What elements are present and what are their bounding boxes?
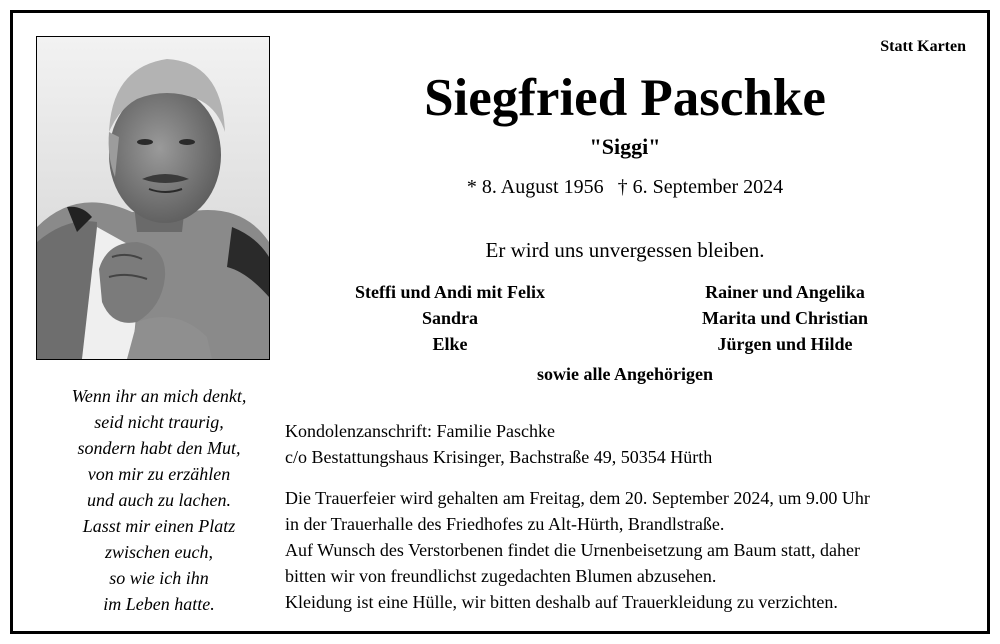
- ceremony-line: Auf Wunsch des Verstorbenen findet die Urnenbeisetzung am Baum statt, daher: [285, 540, 860, 560]
- motto: Er wird uns unvergessen bleiben.: [485, 238, 765, 262]
- poem-line: seid nicht traurig,: [94, 412, 224, 432]
- condolence-line: c/o Bestattungshaus Krisinger, Bachstraße 49, 50354 Hürth: [285, 447, 713, 467]
- poem-line: Lasst mir einen Platz: [82, 516, 236, 536]
- poem-line: zwischen euch,: [105, 542, 213, 562]
- condolence-address: [285, 418, 975, 470]
- poem-line: von mir zu erzählen: [87, 464, 231, 484]
- mourner-entry: Steffi und Andi mit Felix: [354, 282, 546, 302]
- mourner-entry: Sandra: [421, 308, 479, 328]
- deceased-nickname: "Siggi": [589, 134, 661, 159]
- birth-date: * 8. August 1956: [466, 176, 604, 198]
- ceremony-line: Die Trauerfeier wird gehalten am Freitag, dem 20. September 2024, um 9.00 Uhr: [285, 488, 870, 508]
- poem-line: sondern habt den Mut,: [77, 438, 241, 458]
- mourner-entry: Rainer und Angelika: [705, 282, 865, 302]
- portrait-photo: [36, 36, 270, 360]
- poem: [28, 383, 290, 617]
- ceremony-info: [285, 485, 975, 615]
- poem-line: im Leben hatte.: [103, 594, 215, 614]
- condolence-line: Kondolenzanschrift: Familie Paschke: [285, 421, 555, 441]
- mourners-right: [640, 279, 930, 357]
- ceremony-line: bitten wir von freundlichst zugedachten Blumen abzusehen.: [285, 566, 717, 586]
- poem-line: Wenn ihr an mich denkt,: [71, 386, 247, 406]
- mourner-entry: Marita und Christian: [701, 308, 869, 328]
- other-relatives: sowie alle Angehörigen: [537, 364, 713, 384]
- poem-line: und auch zu lachen.: [87, 490, 231, 510]
- statt-karten-note: Statt Karten: [880, 38, 966, 55]
- death-date: † 6. September 2024: [617, 176, 784, 198]
- life-dates: [280, 174, 970, 200]
- mourners-left: [300, 279, 600, 357]
- poem-line: so wie ich ihn: [109, 568, 209, 588]
- ceremony-line: Kleidung ist eine Hülle, wir bitten deshalb auf Trauerkleidung zu verzichten.: [285, 592, 838, 612]
- mourner-entry: Elke: [432, 334, 468, 354]
- mourner-entry: Jürgen und Hilde: [717, 334, 853, 354]
- ceremony-line: in der Trauerhalle des Friedhofes zu Alt-Hürth, Brandlstraße.: [285, 514, 725, 534]
- deceased-name: Siegfried Paschke: [424, 69, 826, 127]
